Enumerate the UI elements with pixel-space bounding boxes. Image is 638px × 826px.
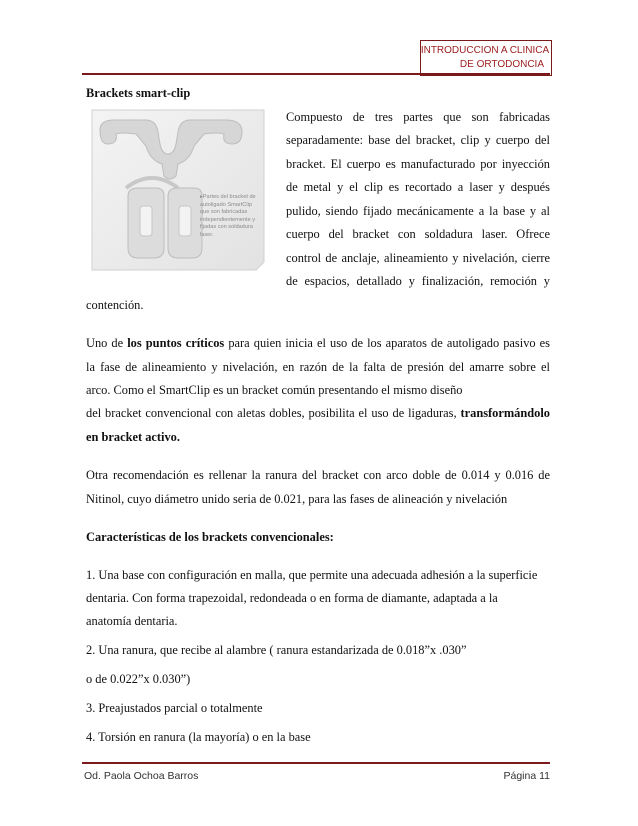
- p2-text: del bracket convencional con aletas dobles, posibilita el uso de ligaduras,: [86, 406, 461, 420]
- bracket-figure: [86, 104, 270, 272]
- list-item: 1. Una base con configuración en malla, que permite una adecuada adhesión a la superficie: [86, 568, 538, 582]
- p2-text: para quien inicia el uso de los aparatos de autoligado pasivo es: [224, 336, 551, 350]
- header-title-line1: INTRODUCCION A CLINICA: [420, 45, 550, 56]
- intro-line: de metal y el clip es recortado a laser y después: [286, 180, 550, 194]
- figure-caption: [200, 194, 256, 240]
- figure-caption-line: independientemente y: [200, 216, 256, 223]
- footer-page-number: Página 11: [503, 770, 550, 782]
- list-item: 3. Preajustados parcial o totalmente: [86, 701, 263, 715]
- footer-author: Od. Paola Ochoa Barros: [84, 770, 199, 782]
- list-item: anatomía dentaria.: [86, 614, 178, 628]
- p3-line: Otra recomendación es rellenar la ranura del bracket con arco doble de 0.014 y 0.016 de: [86, 468, 550, 482]
- subheading: Características de los brackets convencionales:: [86, 530, 334, 544]
- header-title-line2: DE ORTODONCIA: [459, 59, 544, 70]
- intro-line: de espacios, detallado y finalización, remoción y: [286, 274, 550, 288]
- figure-caption-line: que son fabricadas: [200, 209, 248, 216]
- intro-line: Compuesto de tres partes que son fabricadas: [286, 110, 550, 124]
- list-item: dentaria. Con forma trapezoidal, redondeada o en forma de diamante, adaptada a la: [86, 591, 498, 605]
- intro-last-line: contención.: [86, 298, 144, 312]
- p3-line: Nitinol, cuyo diámetro unido seria de 0.021, para las fases de alineación y nivelación: [86, 492, 508, 506]
- intro-line: bracket. El cuerpo es manufacturado por inyección: [286, 157, 550, 171]
- p2-line: [86, 406, 550, 421]
- p2-line: arco. Como el SmartClip es un bracket común presentando el mismo diseño: [86, 383, 463, 397]
- intro-line: cuerpo del bracket con soldadura laser. Ofrece: [286, 227, 550, 241]
- footer-rule: [82, 762, 550, 764]
- smartclip-bracket-image: [86, 104, 270, 272]
- p2-line: [86, 336, 550, 351]
- intro-line: control de anclaje, alineamiento y nivelación, cierre: [286, 251, 550, 265]
- p2-emphasis: los puntos críticos: [127, 336, 225, 350]
- list-item: o de 0.022”x 0.030”): [86, 672, 191, 686]
- figure-caption-line: ▸Partes del bracket de: [200, 194, 256, 200]
- p2-text: Uno de: [86, 336, 128, 350]
- list-item: 4. Torsión en ranura (la mayoría) o en la base: [86, 730, 311, 744]
- intro-line: separadamente: base del bracket, clip y cuerpo del: [286, 133, 550, 147]
- figure-caption-line: fijadas con soldadura: [200, 224, 253, 231]
- p2-line: la fase de alineamiento y nivelación, en razón de la falta de presión del amarre sobre el: [86, 360, 550, 374]
- section-title: Brackets smart-clip: [86, 86, 191, 100]
- header-rule: [82, 73, 550, 75]
- figure-caption-line: autoligado SmartClip: [200, 201, 252, 208]
- intro-line: pulido, siendo fijado mecánicamente a la base y al: [286, 204, 550, 218]
- figure-caption-line: laser.: [200, 231, 214, 238]
- p2-line: en bracket activo.: [86, 430, 180, 444]
- p2-emphasis: transformándolo: [460, 406, 550, 420]
- list-item: 2. Una ranura, que recibe al alambre ( ranura estandarizada de 0.018”x .030”: [86, 643, 467, 657]
